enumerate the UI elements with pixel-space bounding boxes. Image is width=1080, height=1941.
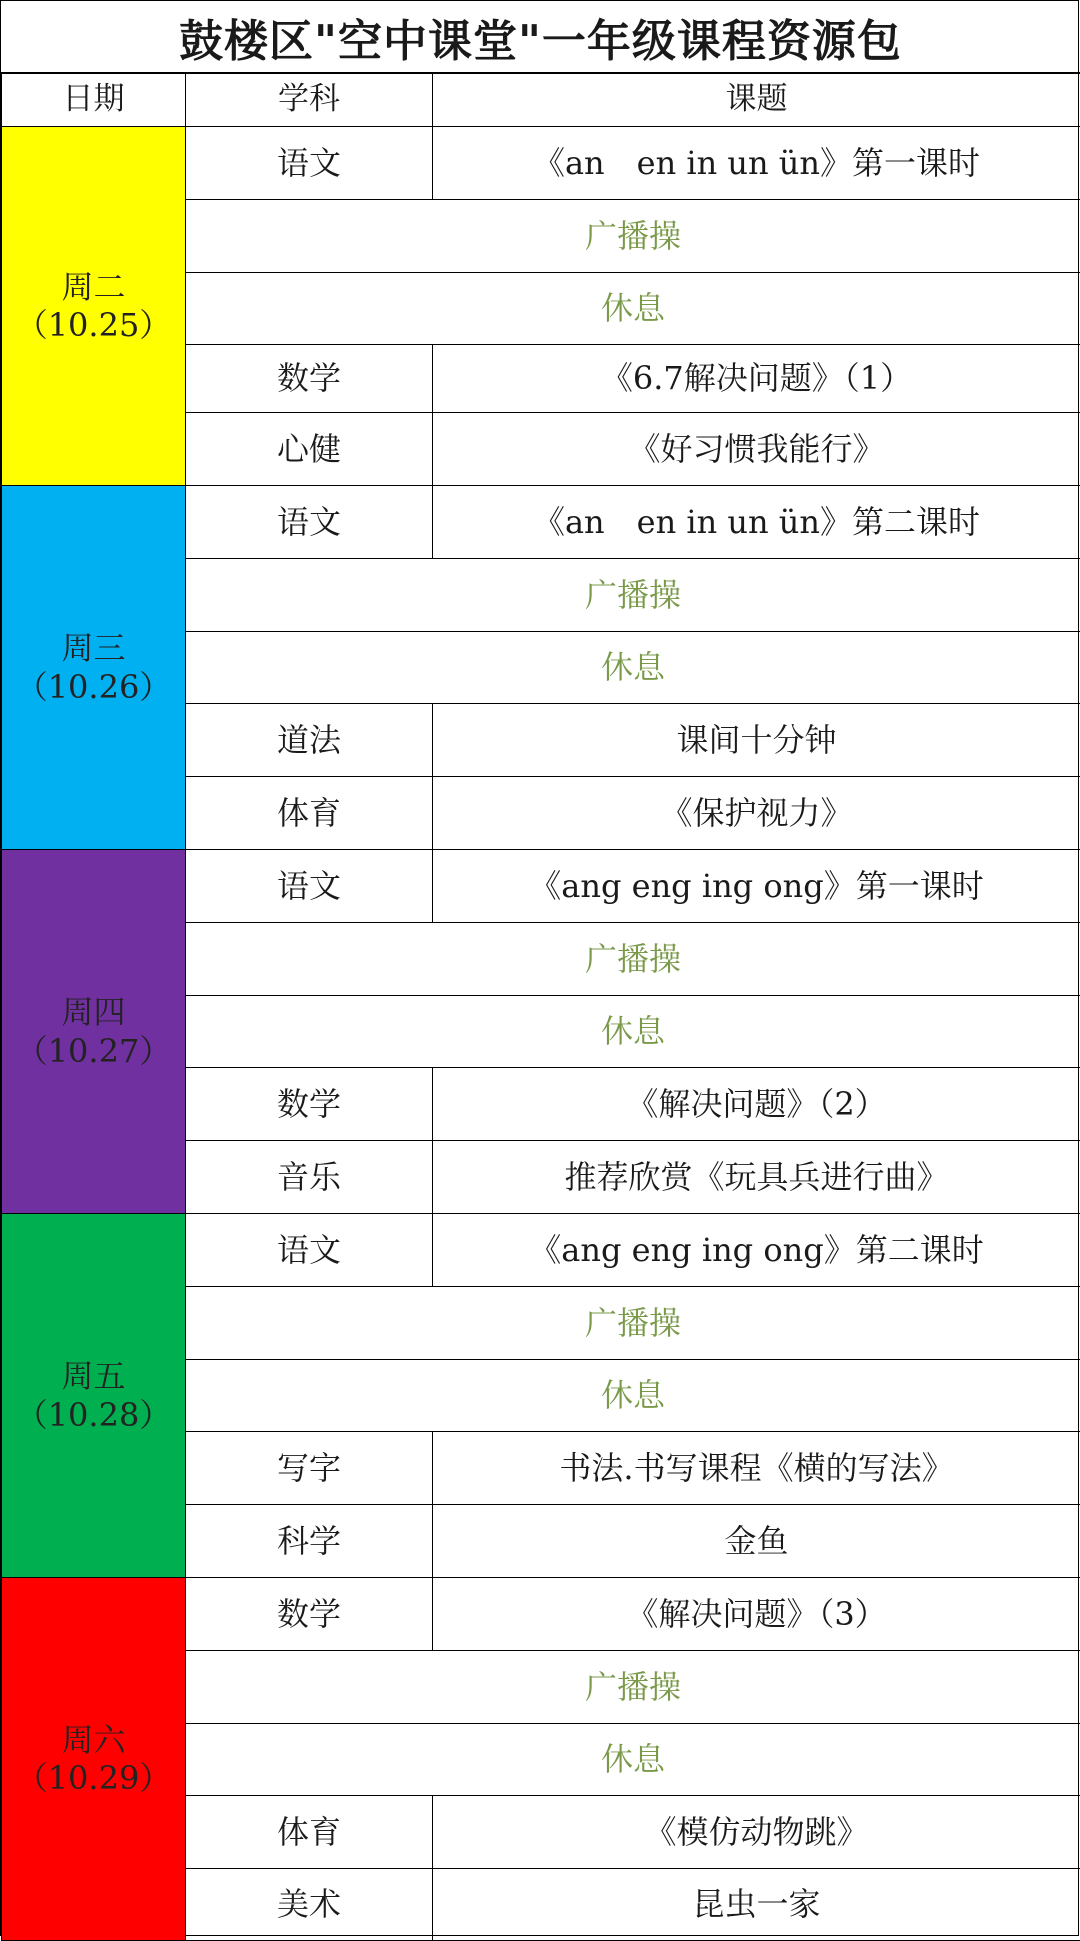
break-cell: 休息 xyxy=(186,1724,1080,1796)
weekday-label: 周四 xyxy=(2,993,185,1031)
subject-cell: 美术 xyxy=(186,1869,433,1941)
subject-cell: 语文 xyxy=(186,486,433,559)
header-topic: 课题 xyxy=(433,74,1080,127)
subject-cell: 音乐 xyxy=(186,1141,433,1214)
break-cell: 广播操 xyxy=(186,200,1080,273)
topic-cell: 《保护视力》 xyxy=(433,777,1080,850)
break-cell: 广播操 xyxy=(186,923,1080,996)
day-cell-tuesday xyxy=(2,127,186,486)
topic-cell: 《解决问题》（2） xyxy=(433,1068,1080,1141)
topic-cell: 《an en in un ün》第一课时 xyxy=(433,127,1080,200)
day-cell-friday xyxy=(2,1214,186,1578)
subject-cell: 科学 xyxy=(186,1505,433,1578)
topic-cell: 昆虫一家 xyxy=(433,1869,1080,1941)
topic-cell: 《好习惯我能行》 xyxy=(433,413,1080,486)
table-row xyxy=(2,850,1080,923)
subject-cell: 语文 xyxy=(186,850,433,923)
weekday-label: 周三 xyxy=(2,629,185,667)
table-row xyxy=(2,127,1080,200)
topic-cell: 《解决问题》（3） xyxy=(433,1578,1080,1651)
date-label: （10.28） xyxy=(2,1396,185,1434)
page-title: 鼓楼区"空中课堂"一年级课程资源包 xyxy=(1,1,1080,73)
subject-cell: 语文 xyxy=(186,1214,433,1287)
break-cell: 休息 xyxy=(186,996,1080,1068)
weekday-label: 周五 xyxy=(2,1357,185,1395)
day-cell-saturday xyxy=(2,1578,186,1941)
topic-cell: 金鱼 xyxy=(433,1505,1080,1578)
subject-cell: 体育 xyxy=(186,1796,433,1869)
subject-cell: 体育 xyxy=(186,777,433,850)
header-subject: 学科 xyxy=(186,74,433,127)
subject-cell: 心健 xyxy=(186,413,433,486)
break-cell: 广播操 xyxy=(186,1651,1080,1724)
topic-cell: 书法.书写课程《横的写法》 xyxy=(433,1432,1080,1505)
topic-cell: 推荐欣赏《玩具兵进行曲》 xyxy=(433,1141,1080,1214)
break-cell: 休息 xyxy=(186,1360,1080,1432)
weekday-label: 周六 xyxy=(2,1721,185,1759)
date-label: （10.27） xyxy=(2,1032,185,1070)
day-cell-wednesday xyxy=(2,486,186,850)
break-cell: 广播操 xyxy=(186,559,1080,632)
topic-cell: 《ang eng ing ong》第一课时 xyxy=(433,850,1080,923)
break-cell: 休息 xyxy=(186,273,1080,345)
table-row xyxy=(2,1578,1080,1651)
subject-cell: 写字 xyxy=(186,1432,433,1505)
topic-cell: 课间十分钟 xyxy=(433,704,1080,777)
day-cell-thursday xyxy=(2,850,186,1214)
subject-cell: 数学 xyxy=(186,345,433,413)
break-cell: 广播操 xyxy=(186,1287,1080,1360)
topic-cell: 《an en in un ün》第二课时 xyxy=(433,486,1080,559)
table-row xyxy=(2,1214,1080,1287)
topic-cell: 《模仿动物跳》 xyxy=(433,1796,1080,1869)
schedule-table xyxy=(1,73,1080,1941)
table-header-row xyxy=(2,74,1080,127)
topic-cell: 《6.7解决问题》（1） xyxy=(433,345,1080,413)
subject-cell: 道法 xyxy=(186,704,433,777)
break-cell: 休息 xyxy=(186,632,1080,704)
weekday-label: 周二 xyxy=(2,268,185,306)
table-row xyxy=(2,486,1080,559)
subject-cell: 数学 xyxy=(186,1578,433,1651)
subject-cell: 数学 xyxy=(186,1068,433,1141)
header-date: 日期 xyxy=(2,74,186,127)
date-label: （10.29） xyxy=(2,1759,185,1797)
subject-cell: 语文 xyxy=(186,127,433,200)
date-label: （10.25） xyxy=(2,306,185,344)
date-label: （10.26） xyxy=(2,668,185,706)
topic-cell: 《ang eng ing ong》第二课时 xyxy=(433,1214,1080,1287)
